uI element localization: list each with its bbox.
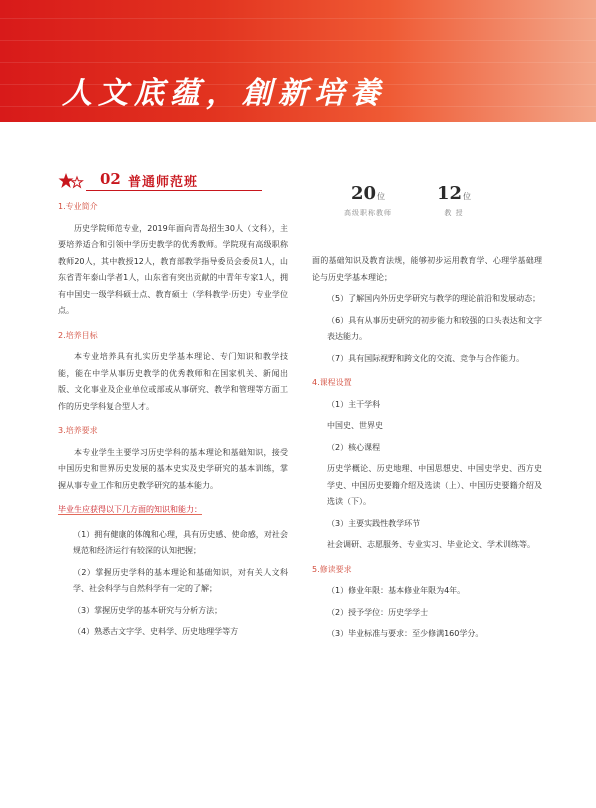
left-column: [58, 199, 288, 641]
stat-senior-teachers: [340, 183, 396, 218]
stars-icon: [58, 172, 84, 190]
graduate-abilities-highlight: 毕业生应获得以下几方面的知识和能力：: [58, 505, 202, 514]
stat-label: 教 授: [444, 209, 464, 217]
ability-item: （2）掌握历史学科的基本理论和基础知识，对有关人文科学、社会科学与自然科学有一定的了解；: [73, 567, 288, 593]
header-banner: [0, 0, 596, 122]
stat-value: 20: [350, 183, 377, 204]
section-title: 普通师范班: [128, 175, 199, 190]
right-column: [312, 253, 542, 643]
stat-unit: 位: [377, 192, 386, 201]
curriculum-value: 社会调研、志愿服务、专业实习、毕业论文、学术训练等。: [327, 540, 535, 549]
heading-study-requirements: 5.修读要求: [312, 564, 352, 574]
requirements-paragraph: 本专业学生主要学习历史学科的基本理论和基础知识，接受中国历史和世界历史发展的基本史实及史学研究的基本训练，掌握从事专业工作和历史教学研究的基本能力。: [58, 447, 288, 490]
curriculum-subheading: （2）核心课程: [327, 442, 381, 452]
section-header: [58, 170, 262, 192]
ability-item: （3）掌握历史学的基本研究与分析方法；: [73, 605, 223, 615]
ability-item-continued: 面的基础知识及教育法规，能够初步运用教育学、心理学基础理论与历史学基本理论；: [312, 256, 542, 282]
curriculum-value: 历史学概论、历史地理、中国思想史、中国史学史、西方史学史、中国历史要籍介绍及选读（上）、中国历史要籍介绍及选读（下）。: [327, 464, 542, 506]
requirement-item: （1）修业年限：基本修业年限为4年。: [327, 586, 466, 595]
heading-intro: 1.专业简介: [58, 202, 98, 211]
section-underline: [86, 190, 262, 191]
intro-paragraph: 历史学院师范专业，2019年面向青岛招生30人（文科），主要培养适合和引领中学历史教学的优秀教师。学院现有高级职称教师20人，其中教授12人，教育部教学指导委员会委员1人，山东省青年泰山学者1人，山东省有突出贡献的中青年专家1人，拥有中国史一级学科硕士点、教育硕士（学科教学·历史）专业学位点。: [58, 223, 288, 315]
banner-slogan: 人文底蕴，創新培養: [62, 76, 386, 111]
stat-professors: [428, 183, 480, 218]
ability-item: （1）拥有健康的体魄和心理，具有历史感、使命感，对社会规范和经济运行有较深的认知把握；: [73, 529, 288, 555]
requirement-item: （2）授予学位：历史学学士: [327, 607, 429, 617]
heading-requirements: 3.培养要求: [58, 426, 98, 435]
curriculum-subheading: （1）主干学科: [327, 399, 381, 409]
section-number: 02: [100, 170, 121, 188]
stat-unit: 位: [463, 192, 472, 201]
heading-curriculum: 4.课程设置: [312, 378, 352, 387]
ability-item: （4）熟悉古文字学、史料学、历史地理学等方: [73, 627, 239, 636]
curriculum-value: 中国史、世界史: [327, 421, 383, 430]
ability-item: （7）具有国际视野和跨文化的交流、竞争与合作能力。: [327, 353, 525, 363]
requirement-item: （3）毕业标准与要求：至少修满160学分。: [327, 629, 484, 638]
stat-label: 高级职称教师: [344, 209, 392, 217]
stat-value: 12: [436, 183, 463, 204]
goals-paragraph: 本专业培养具有扎实历史学基本理论、专门知识和教学技能，能在中学从事历史教学的优秀教师和在国家机关、新闻出版、文化事业及企业单位或部或从事研究、教学和管理等方面工作的历史学科复合型人才。: [58, 352, 288, 411]
heading-goals: 2.培养目标: [58, 330, 98, 340]
curriculum-subheading: （3）主要实践性教学环节: [327, 518, 421, 528]
ability-item: （6）具有从事历史研究的初步能力和较强的口头表达和文字表达能力。: [327, 315, 542, 341]
ability-item: （5）了解国内外历史学研究与教学的理论前沿和发展动态；: [327, 294, 541, 303]
